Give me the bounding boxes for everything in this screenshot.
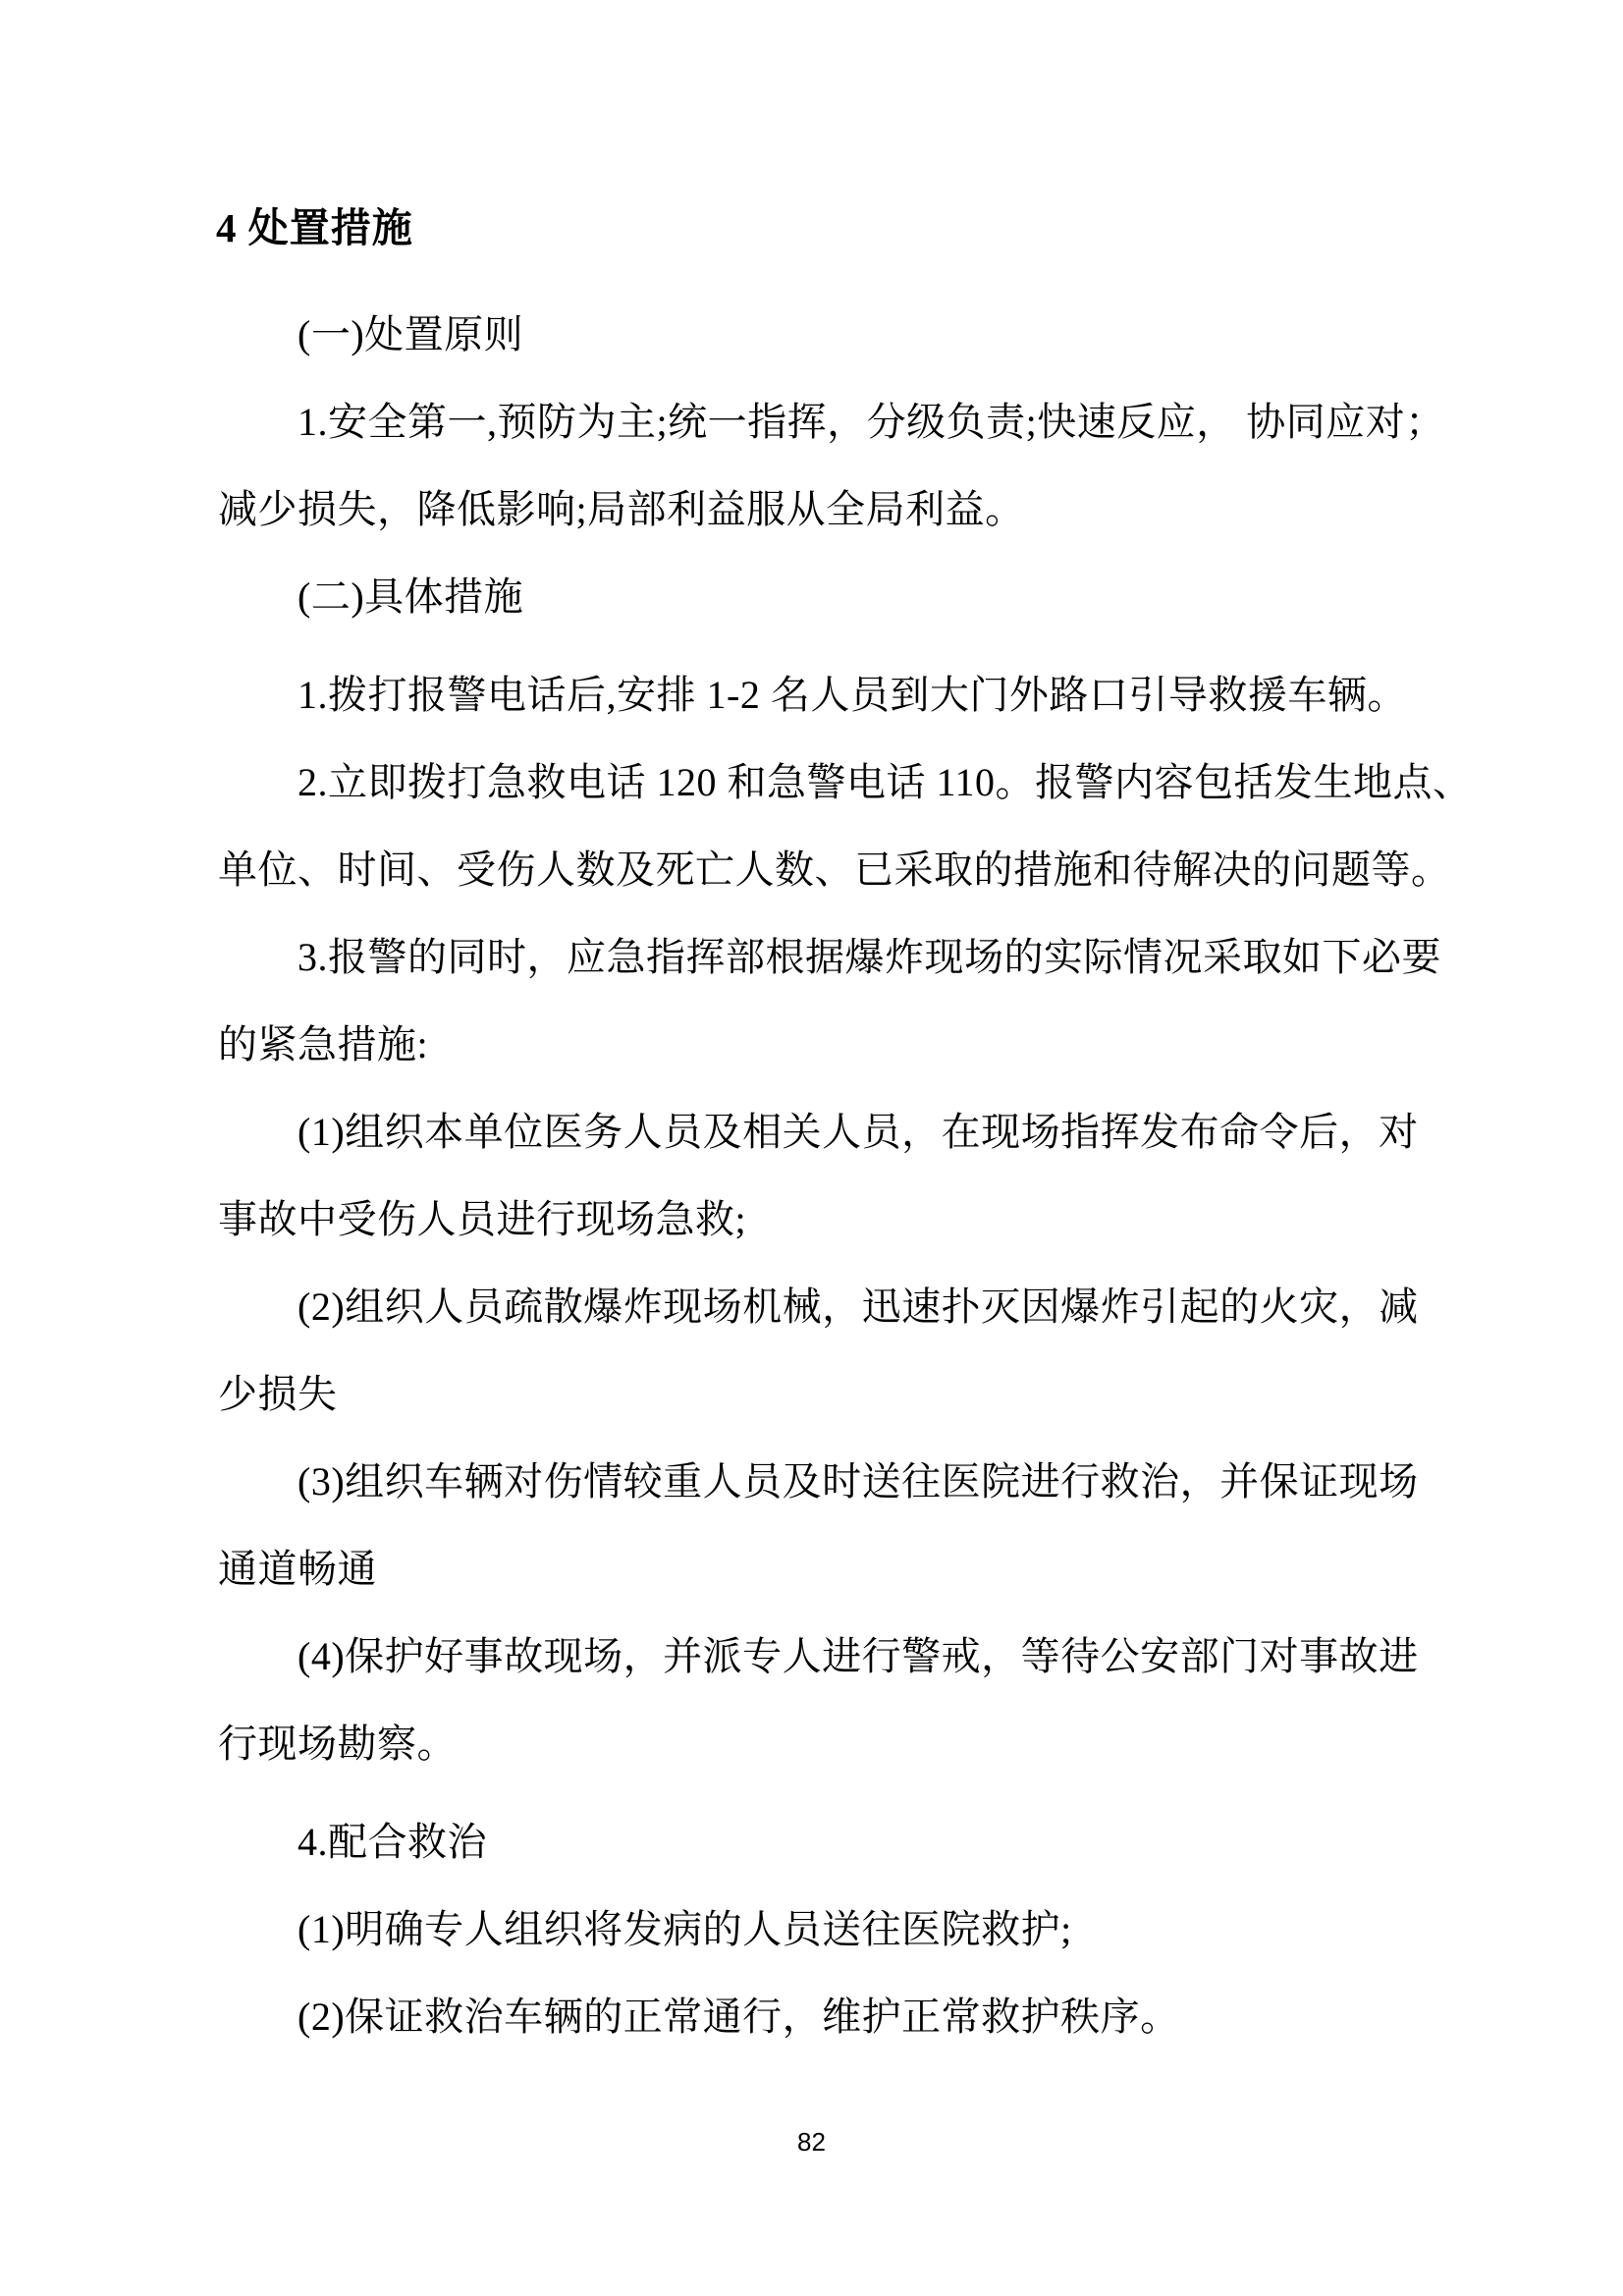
text-line: 单位、时间、受伤人数及死亡人数、已采取的措施和待解决的问题等。 — [218, 847, 1451, 892]
text-line: 少损失 — [218, 1372, 338, 1416]
text-line: 1.安全第一,预防为主;统一指挥，分级负责;快速反应， 协同应对； — [298, 400, 1445, 444]
text-line: (二)具体措施 — [298, 574, 524, 619]
text-line: 减少损失，降低影响;局部利益服从全局利益。 — [218, 487, 1025, 531]
text-line: (一)处置原则 — [298, 312, 524, 356]
text-line: 通道畅通 — [218, 1547, 377, 1591]
text-line: 4.配合救治 — [298, 1820, 487, 1864]
text-line: (4)保护好事故现场，并派专人进行警戒，等待公安部门对事故进 — [298, 1634, 1419, 1678]
section-heading: 4 处置措施 — [216, 205, 413, 250]
text-line: (3)组织车辆对伤情较重人员及时送往医院进行救治，并保证现场 — [298, 1459, 1419, 1503]
body-text — [218, 291, 1473, 2060]
text-line: 2.立即拨打急救电话 120 和急警电话 110。报警内容包括发生地点、 — [298, 760, 1473, 804]
text-line: 1.拨打报警电话后,安排 1-2 名人员到大门外路口引导救援车辆。 — [298, 673, 1407, 717]
text-line: (1)组织本单位医务人员及相关人员，在现场指挥发布命令后，对 — [298, 1110, 1419, 1154]
text-line: 3.报警的同时，应急指挥部根据爆炸现场的实际情况采取如下必要 — [298, 935, 1441, 979]
text-line: 事故中受伤人员进行现场急救; — [218, 1197, 747, 1241]
text-line: 行现场勘察。 — [218, 1722, 457, 1766]
text-line: (2)组织人员疏散爆炸现场机械，迅速扑灭因爆炸引起的火灾，减 — [298, 1285, 1419, 1329]
page-number: 82 — [797, 2127, 826, 2157]
text-line: (1)明确专人组织将发病的人员送往医院救护; — [298, 1907, 1072, 1951]
text-line: (2)保证救治车辆的正常通行，维护正常救护秩序。 — [298, 1995, 1180, 2039]
text-line: 的紧急措施: — [218, 1022, 429, 1066]
